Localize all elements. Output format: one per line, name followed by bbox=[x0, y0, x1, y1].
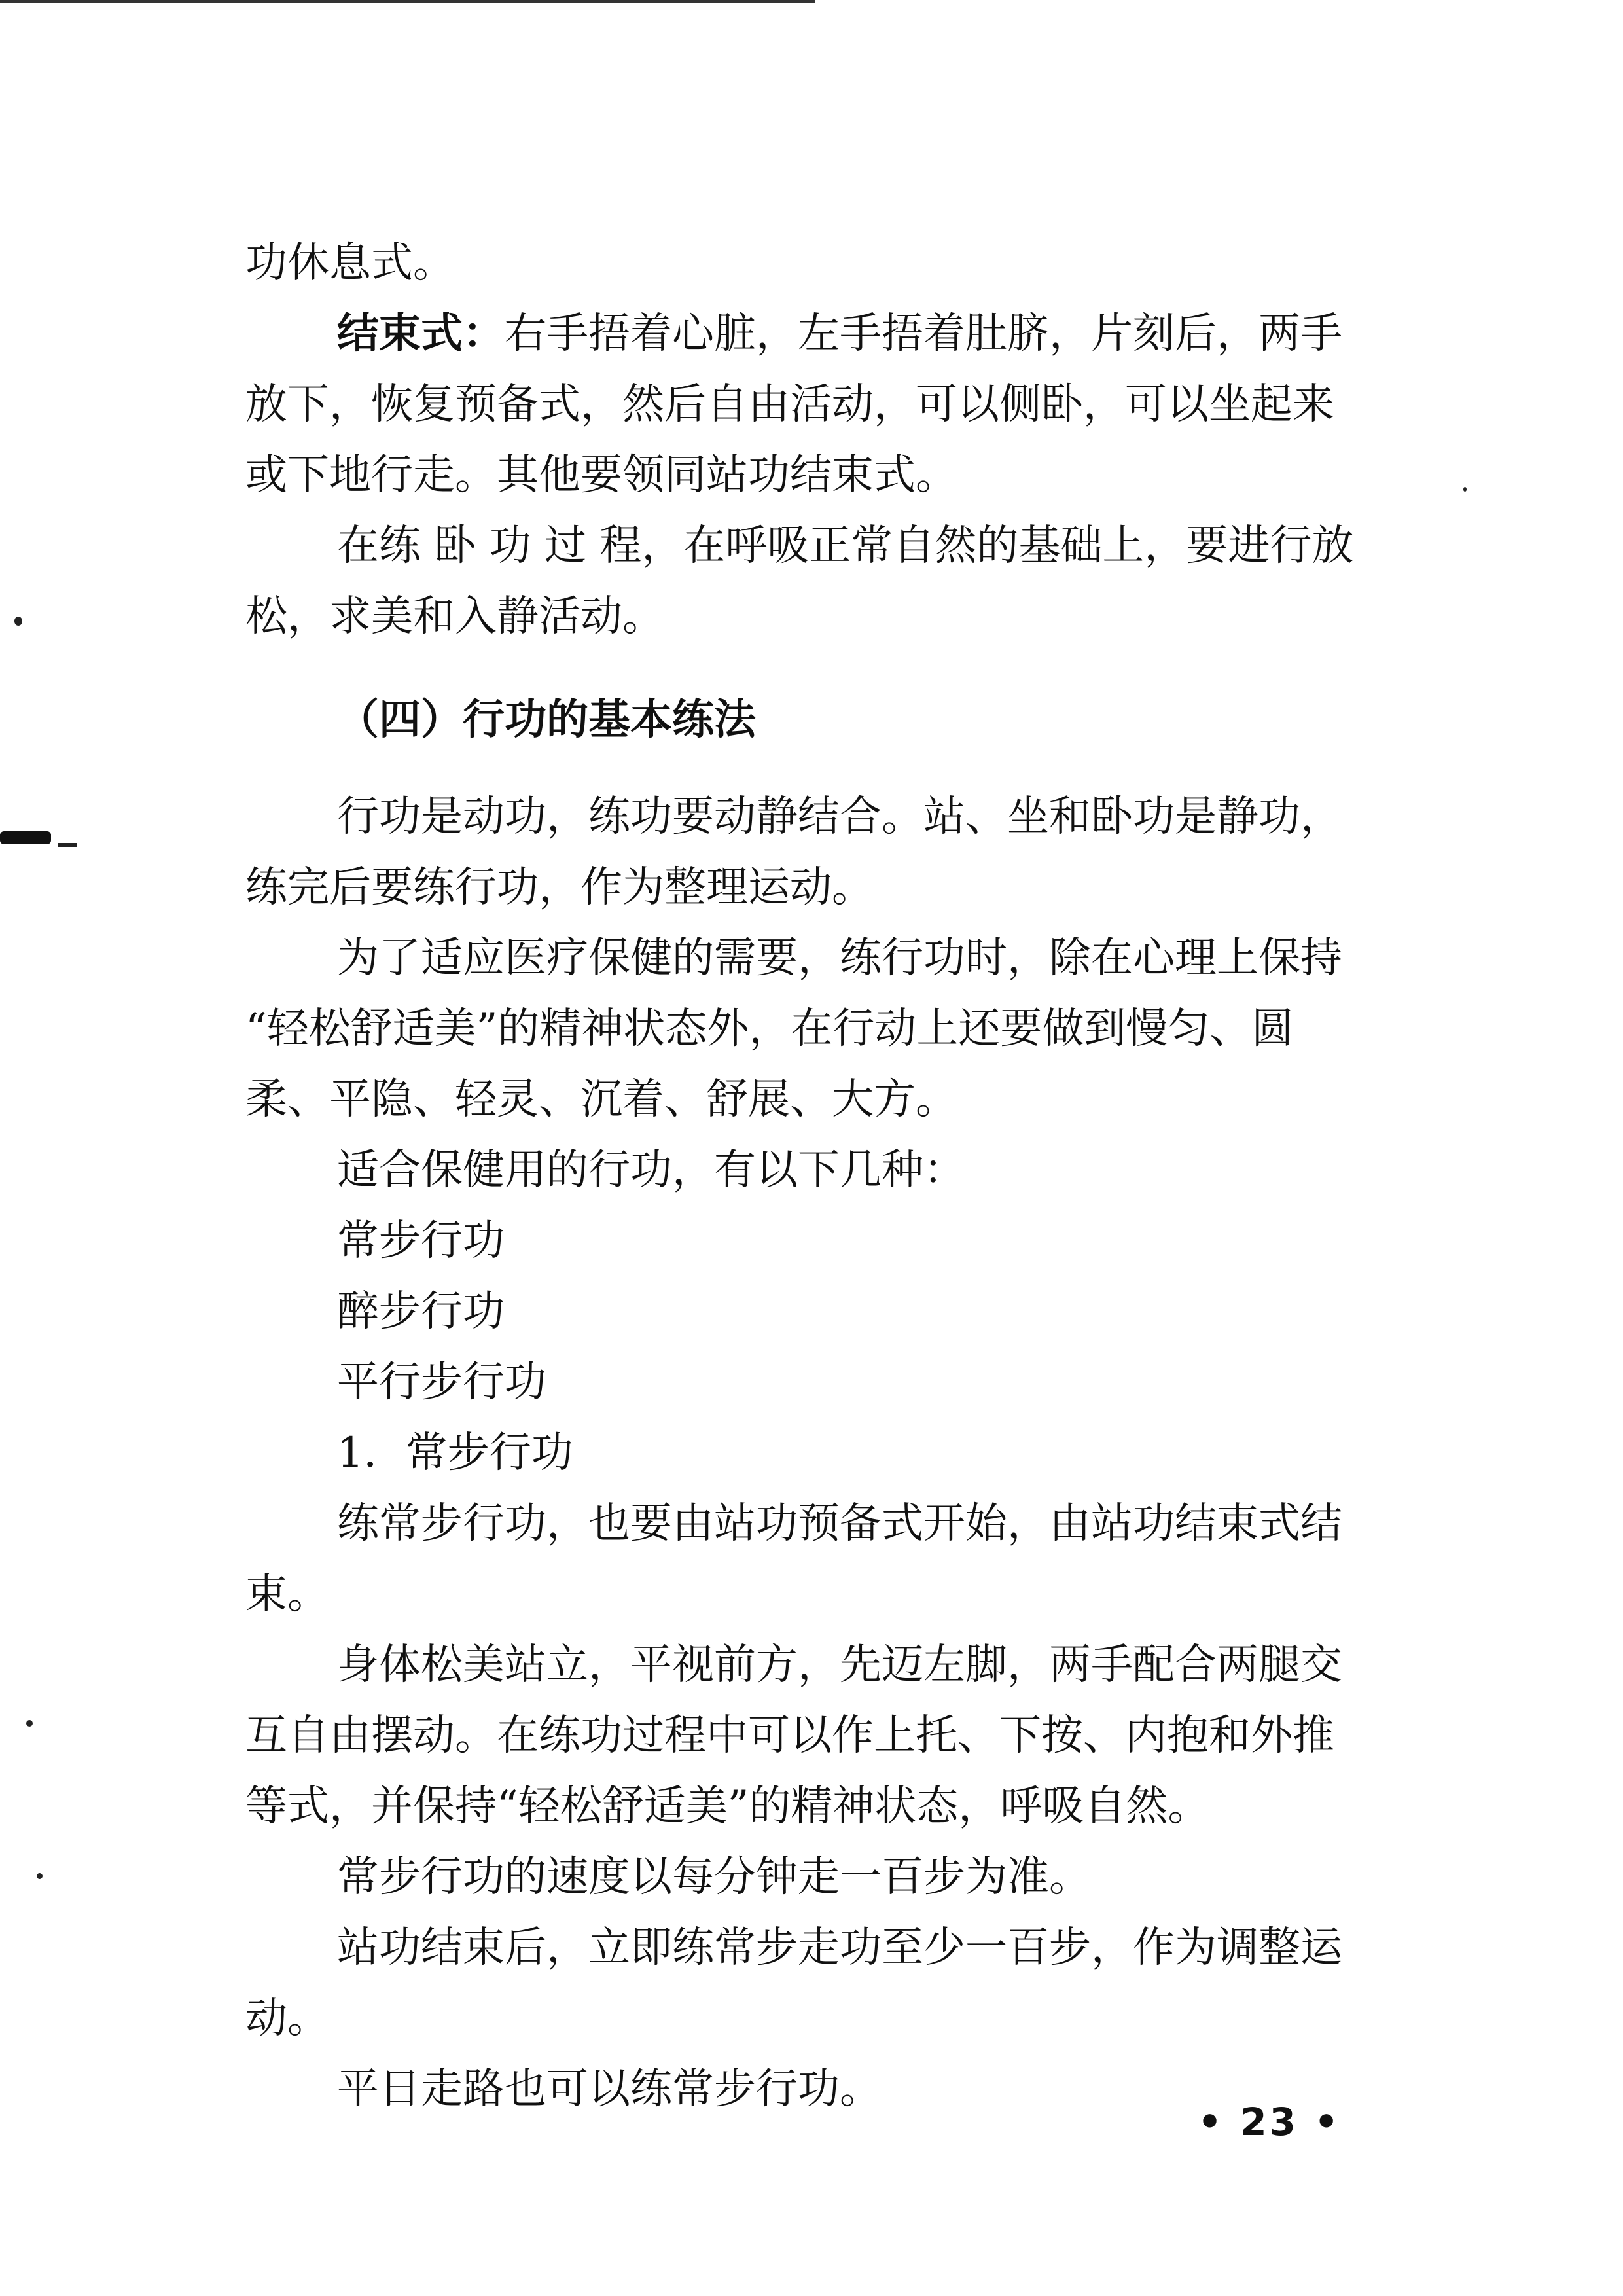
line-text: 功休息式。 bbox=[245, 239, 455, 287]
line-text: 常步行功的速度以每分钟走一百步为准。 bbox=[337, 1853, 1091, 1901]
text-line bbox=[245, 581, 1489, 652]
subsection-title bbox=[245, 1418, 1489, 1488]
list-item bbox=[245, 1276, 1489, 1347]
text-line bbox=[245, 511, 1489, 581]
text-line bbox=[245, 781, 1489, 852]
text-line bbox=[245, 1135, 1489, 1206]
text-line bbox=[245, 923, 1489, 994]
text-line bbox=[245, 1983, 1489, 2054]
line-text: 松，求美和入静活动。 bbox=[245, 592, 664, 641]
line-text: “轻松舒适美”的精神状态外，在行动上还要做到慢匀、圆 bbox=[245, 1005, 1294, 1053]
margin-speck bbox=[37, 1873, 43, 1879]
section-heading: （四）行功的基本练法 bbox=[337, 695, 756, 744]
text-line bbox=[245, 369, 1489, 440]
list-item bbox=[245, 1347, 1489, 1418]
text-line bbox=[245, 298, 1489, 369]
line-text: 平日走路也可以练常步行功。 bbox=[337, 2065, 882, 2113]
line-text: 柔、平隐、轻灵、沉着、舒展、大方。 bbox=[245, 1075, 957, 1124]
margin-speck bbox=[26, 1720, 33, 1727]
line-text: 适合保健用的行功，有以下几种： bbox=[337, 1146, 965, 1194]
line-text: 醉步行功 bbox=[337, 1287, 505, 1336]
text-line bbox=[245, 1488, 1489, 1559]
line-text: 身体松美站立，平视前方，先迈左脚，两手配合两腿交 bbox=[337, 1641, 1342, 1689]
text-line bbox=[245, 1771, 1489, 1842]
text-line bbox=[245, 994, 1489, 1064]
list-item bbox=[245, 1206, 1489, 1276]
text-line bbox=[245, 1842, 1489, 1912]
text-line bbox=[245, 852, 1489, 923]
line-text: 束。 bbox=[245, 1570, 329, 1619]
line-text: 为了适应医疗保健的需要，练行功时，除在心理上保持 bbox=[337, 934, 1342, 982]
page-number: • 23 • bbox=[1198, 2100, 1342, 2144]
text-line bbox=[245, 1064, 1489, 1135]
body-text bbox=[245, 228, 1489, 2125]
line-text: 站功结束后，立即练常步走功至少一百步，作为调整运 bbox=[337, 1924, 1342, 1972]
text-line bbox=[245, 440, 1489, 511]
text-line bbox=[245, 1912, 1489, 1983]
line-text: 互自由摆动。在练功过程中可以作上托、下按、内抱和外推 bbox=[245, 1712, 1334, 1760]
line-text: 常步行功 bbox=[337, 1217, 505, 1265]
line-text: 或下地行走。其他要领同站功结束式。 bbox=[245, 451, 957, 499]
margin-ink-mark-tail bbox=[58, 843, 77, 847]
text-line bbox=[245, 228, 1489, 298]
line-text: 平行步行功 bbox=[337, 1358, 546, 1407]
text-line bbox=[245, 1559, 1489, 1630]
line-text: 练完后要练行功，作为整理运动。 bbox=[245, 863, 874, 912]
margin-ink-mark bbox=[0, 831, 51, 844]
line-text: 在练 卧 功 过 程，在呼吸正常自然的基础上，要进行放 bbox=[337, 522, 1354, 570]
margin-speck bbox=[14, 617, 22, 626]
line-text: 等式，并保持“轻松舒适美”的精神状态，呼吸自然。 bbox=[245, 1782, 1210, 1831]
line-text: 行功是动功，练功要动静结合。站、坐和卧功是静功， bbox=[337, 793, 1342, 841]
line-text: 动。 bbox=[245, 1994, 329, 2043]
line-text: 放下，恢复预备式，然后自由活动，可以侧卧，可以坐起来 bbox=[245, 380, 1334, 429]
text-line bbox=[245, 1630, 1489, 1700]
text-line bbox=[245, 1700, 1489, 1771]
line-text: 1．常步行功 bbox=[337, 1429, 573, 1477]
term-label: 结束式： bbox=[337, 309, 505, 358]
top-border-rule bbox=[0, 0, 815, 3]
line-text: 右手捂着心脏，左手捂着肚脐，片刻后，两手 bbox=[505, 310, 1342, 358]
line-text: 练常步行功，也要由站功预备式开始，由站功结束式结 bbox=[337, 1499, 1342, 1548]
